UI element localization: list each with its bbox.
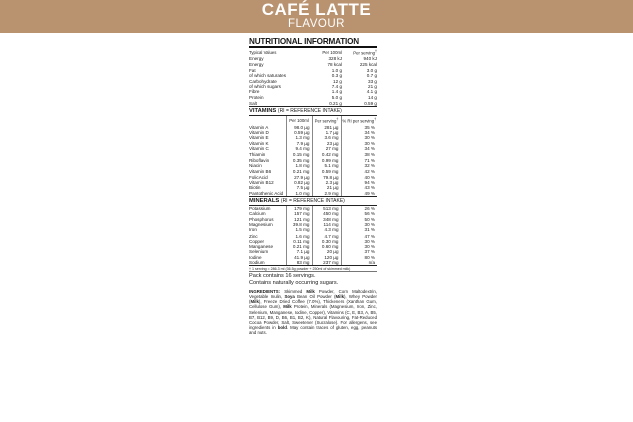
mineral-row: Manganese 0.21 mg 0.60 mg 30 % xyxy=(249,244,375,250)
nutrition-row: Fat 1.0 g 3.0 g xyxy=(249,68,377,74)
nutrition-panel xyxy=(249,36,377,335)
vitamin-row: Vitamin A 98.0 µg 281 µg 35 % xyxy=(249,124,375,130)
nutrition-row: Protein 5.0 g 14 g xyxy=(249,94,377,100)
vitamin-row: Vitamin D 0.59 µg 1.7 µg 34 % xyxy=(249,129,375,135)
nutrition-row: of which sugars 7.4 g 21 g xyxy=(249,83,377,89)
nutrition-row: Energy 328 kJ 940 kJ xyxy=(249,56,377,62)
vitamin-row: Vitamin E 1.3 mg 3.6 mg 30 % xyxy=(249,135,375,141)
col-vit-ri: % RI per serving† xyxy=(342,117,377,124)
mineral-row: Sodium 83 mg 237 mg n/a xyxy=(249,260,375,266)
col-per-100ml: Per 100ml xyxy=(322,49,342,55)
mineral-row: Calcium 157 mg 450 mg 56 % xyxy=(249,211,375,217)
minerals-table xyxy=(249,206,377,265)
vitamin-row: Pantothenic Acid 1.0 mg 2.9 mg 49 % xyxy=(249,190,375,196)
serving-footnote: † 1 serving = 286.3 ml (36.5g powder + 250ml of skimmed milk) xyxy=(249,266,351,271)
col-typical-values: Typical Values xyxy=(249,49,277,55)
mineral-row: Iodine 41.9 µg 120 µg 80 % xyxy=(249,254,375,260)
mineral-row: Iron 1.5 mg 4.3 mg 31 % xyxy=(249,227,375,233)
vitamin-row: Biotin 7.5 µg 21 µg 43 % xyxy=(249,185,375,191)
mineral-row: Selenium 7.1 µg 20 µg 37 % xyxy=(249,249,375,255)
vitamins-heading: VITAMINS (RI = REFERENCE INTAKE) xyxy=(249,108,342,115)
nutrition-row: of which saturates 0.3 g 0.7 g xyxy=(249,73,377,79)
nutrition-row: Fibre 1.4 g 4.1 g xyxy=(249,89,377,95)
pack-info: Pack contains 16 servings. Contains naturally occurring sugars. xyxy=(249,273,339,286)
nutrition-row: Salt 0.21 g 0.59 g xyxy=(249,101,377,107)
col-per-serving: Per serving† xyxy=(353,48,377,56)
mineral-row: Magnesium 39.8 mg 114 mg 30 % xyxy=(249,221,375,227)
flavour-subtitle: FLAVOUR xyxy=(288,18,345,30)
col-vit-per-serving: Per serving† xyxy=(312,116,341,124)
vitamins-table xyxy=(249,116,377,196)
mineral-row: Copper 0.11 mg 0.30 mg 30 % xyxy=(249,238,375,244)
vitamin-row: Vitamin B6 0.21 mg 0.59 mg 42 % xyxy=(249,169,375,175)
vitamin-row: Vitamin C 9.4 mg 27 mg 34 % xyxy=(249,145,375,151)
vitamin-row: Niacin 1.8 mg 5.1 mg 32 % xyxy=(249,162,375,168)
ingredients-text: INGREDIENTS: Skimmed Milk Powder, Corn Maltodextrin, Vegetable Inulin, Soya Bean Oil Powder (Milk), Whey Powder (Milk), Freeze Dried Coffee (7.0%), Thickeners (Xanthan Gum, Cellulose Gum), Milk Protein, Minerals (Magnesium, Iron, Zinc, Selenium, Manganese, Iodine, Copper), Vitamins (C, E, B3, A, B5, B7, B12, B9, D, B6, B1, B2, K), Natural Flavouring, Fat-Reduced Cocoa Powder, Salt, Sweetener (Sucralose). For allergens, see ingredients in bold. May contain traces of gluten, egg, peanuts and nuts. xyxy=(249,289,377,335)
col-vit-per-100ml: Per 100ml xyxy=(286,116,312,124)
mineral-row: Phosphorus 121 mg 348 mg 50 % xyxy=(249,216,375,222)
nutrition-table xyxy=(249,48,377,106)
flavour-banner xyxy=(0,0,633,33)
minerals-heading: MINERALS (RI = REFERENCE INTAKE) xyxy=(249,197,345,204)
product-title: CAFÉ LATTE xyxy=(261,0,372,19)
nutrition-row: Energy 78 kcal 225 kcal xyxy=(249,61,377,67)
mineral-row: Zinc 1.6 mg 4.7 mg 47 % xyxy=(249,233,375,239)
vitamin-row: Riboflavin 0.35 mg 0.99 mg 71 % xyxy=(249,157,375,163)
vitamin-row: FolicAcid 27.9 µg 79.8 µg 40 % xyxy=(249,174,375,180)
vitamin-row: Vitamin B12 0.82 µg 2.3 µg 94 % xyxy=(249,180,375,186)
nutrition-title: NUTRITIONAL INFORMATION xyxy=(249,36,359,46)
mineral-row: Potassium 179 mg 513 mg 26 % xyxy=(249,205,375,211)
vitamin-row: Thiamin 0.15 mg 0.42 mg 38 % xyxy=(249,152,375,158)
vitamin-row: Vitamin K 7.9 µg 23 µg 30 % xyxy=(249,140,375,146)
nutrition-row: Carbohydrate 12 g 33 g xyxy=(249,78,377,84)
